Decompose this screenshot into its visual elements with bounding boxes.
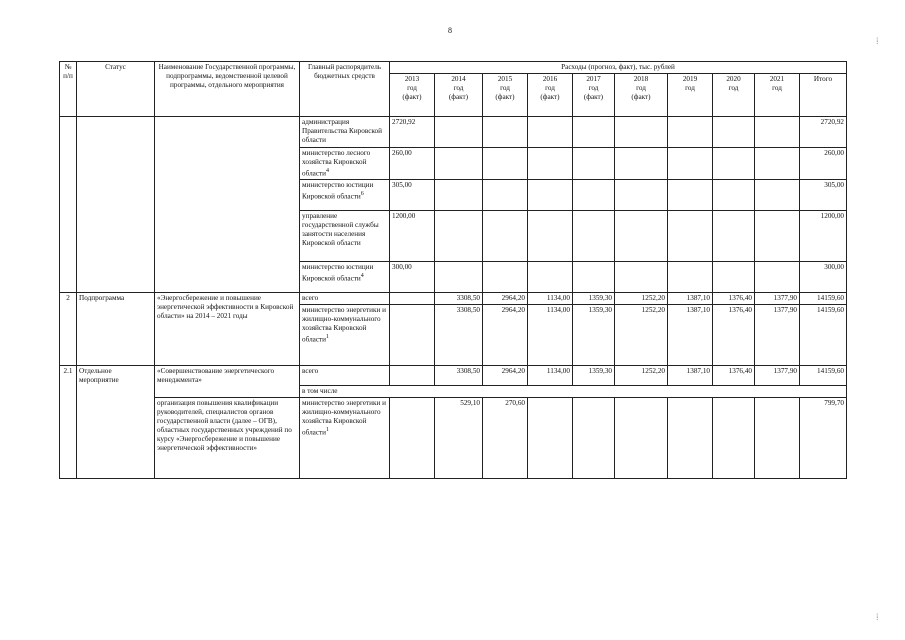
admin-cell: министерство лесного хозяйства Кировской области$^4$	[300, 148, 390, 180]
value-cell	[615, 398, 668, 479]
header-admin: Главный распорядитель бюджетных средств	[300, 62, 390, 117]
header-total: Итого	[800, 74, 847, 117]
status-cell: Подпрограмма	[77, 293, 155, 366]
value-cell: 1359,30	[573, 366, 615, 386]
value-cell	[668, 398, 713, 479]
value-cell	[390, 293, 435, 305]
header-name: Наименование Государственной программы, подпрограммы, ведомственной целевой программы, отдельного мероприятия	[155, 62, 300, 117]
status-cell	[77, 117, 155, 293]
sub-name-cell: организация повышения квалификации руководителей, специалистов органов государственной власти (далее – ОГВ), областных государственных учреждений по курсу «Энергосбережение и повышение энергетической эффективности»	[155, 398, 300, 479]
total-cell: 14159,60	[800, 293, 847, 305]
total-cell: 260,00	[800, 148, 847, 180]
value-2013: 305,00	[390, 180, 435, 211]
header-num: № п/п	[60, 62, 77, 117]
value-cell: 1376,40	[713, 305, 755, 366]
value-cell	[390, 305, 435, 366]
admin-cell: всего	[300, 293, 390, 305]
admin-cell: министерство юстиции Кировской области$^4$	[300, 262, 390, 293]
num-cell	[60, 117, 77, 293]
value-cell: 1387,10	[668, 366, 713, 386]
header-row-1	[60, 62, 847, 74]
header-year-2018: 2018 год (факт)	[615, 74, 668, 117]
value-cell: 1252,20	[615, 305, 668, 366]
scan-mark: ⁞	[876, 612, 879, 622]
total-cell: 14159,60	[800, 305, 847, 366]
value-cell	[573, 398, 615, 479]
including-label: в том числе	[300, 386, 847, 398]
value-cell	[390, 366, 435, 386]
value-cell: 1252,20	[615, 293, 668, 305]
header-year-2019: 2019 год	[668, 74, 713, 117]
header-year-2013: 2013 год (факт)	[390, 74, 435, 117]
value-cell: 1359,30	[573, 293, 615, 305]
value-2013: 1200,00	[390, 211, 435, 262]
value-cell: 1377,90	[755, 366, 800, 386]
table-row	[60, 366, 847, 386]
admin-cell: министерство юстиции Кировской области$^6$	[300, 180, 390, 211]
admin-cell: министерство энергетики и жилищно-коммунального хозяйства Кировской области$^1$	[300, 305, 390, 366]
value-cell: 1252,20	[615, 366, 668, 386]
value-cell: 1387,10	[668, 293, 713, 305]
num-cell: 2.1	[60, 366, 77, 479]
header-year-2017: 2017 год (факт)	[573, 74, 615, 117]
name-cell: «Энергосбережение и повышение энергетической эффективности в Кировской области» на 2014 – 2021 годы	[155, 293, 300, 366]
total-cell: 305,00	[800, 180, 847, 211]
value-cell: 1377,90	[755, 293, 800, 305]
status-cell: Отдельное мероприятие	[77, 366, 155, 479]
table-row	[60, 117, 847, 148]
header-year-2016: 2016 год (факт)	[528, 74, 573, 117]
value-cell: 2964,20	[483, 305, 528, 366]
header-status: Статус	[77, 62, 155, 117]
value-cell: 1359,30	[573, 305, 615, 366]
admin-cell: министерство энергетики и жилищно-коммунального хозяйства Кировской области$^1$	[300, 398, 390, 479]
header-expenses: Расходы (прогноз, факт), тыс. рублей	[390, 62, 847, 74]
header-year-2021: 2021 год	[755, 74, 800, 117]
value-cell: 3308,50	[435, 366, 483, 386]
value-cell	[713, 398, 755, 479]
value-cell: 1377,90	[755, 305, 800, 366]
admin-cell: всего	[300, 366, 390, 386]
total-cell: 300,00	[800, 262, 847, 293]
total-cell: 2720,92	[800, 117, 847, 148]
header-year-2015: 2015 год (факт)	[483, 74, 528, 117]
value-cell: 2964,20	[483, 366, 528, 386]
admin-cell: администрация Правительства Кировской области	[300, 117, 390, 148]
value-cell: 270,60	[483, 398, 528, 479]
name-cell: «Совершенствование энергетического менеджмента»	[155, 366, 300, 398]
value-cell	[528, 398, 573, 479]
value-2013: 2720,92	[390, 117, 435, 148]
scan-mark: ⁞	[876, 36, 879, 46]
total-cell: 14159,60	[800, 366, 847, 386]
value-cell	[755, 398, 800, 479]
total-cell: 1200,00	[800, 211, 847, 262]
value-cell: 2964,20	[483, 293, 528, 305]
value-cell: 1134,00	[528, 293, 573, 305]
header-year-2020: 2020 год	[713, 74, 755, 117]
value-cell: 3308,50	[435, 293, 483, 305]
table-row	[60, 293, 847, 305]
page-number: 8	[448, 26, 452, 35]
value-2013: 300,00	[390, 262, 435, 293]
value-cell: 3308,50	[435, 305, 483, 366]
value-cell: 1134,00	[528, 366, 573, 386]
value-cell	[390, 398, 435, 479]
value-2013: 260,00	[390, 148, 435, 180]
admin-cell: управление государственной службы занятости населения Кировской области	[300, 211, 390, 262]
value-cell: 1376,40	[713, 366, 755, 386]
table-row	[60, 398, 847, 479]
budget-table	[59, 61, 847, 479]
value-cell: 1134,00	[528, 305, 573, 366]
name-cell	[155, 117, 300, 293]
value-cell: 1376,40	[713, 293, 755, 305]
value-cell: 1387,10	[668, 305, 713, 366]
num-cell: 2	[60, 293, 77, 366]
value-cell: 529,10	[435, 398, 483, 479]
header-year-2014: 2014 год (факт)	[435, 74, 483, 117]
total-cell: 799,70	[800, 398, 847, 479]
